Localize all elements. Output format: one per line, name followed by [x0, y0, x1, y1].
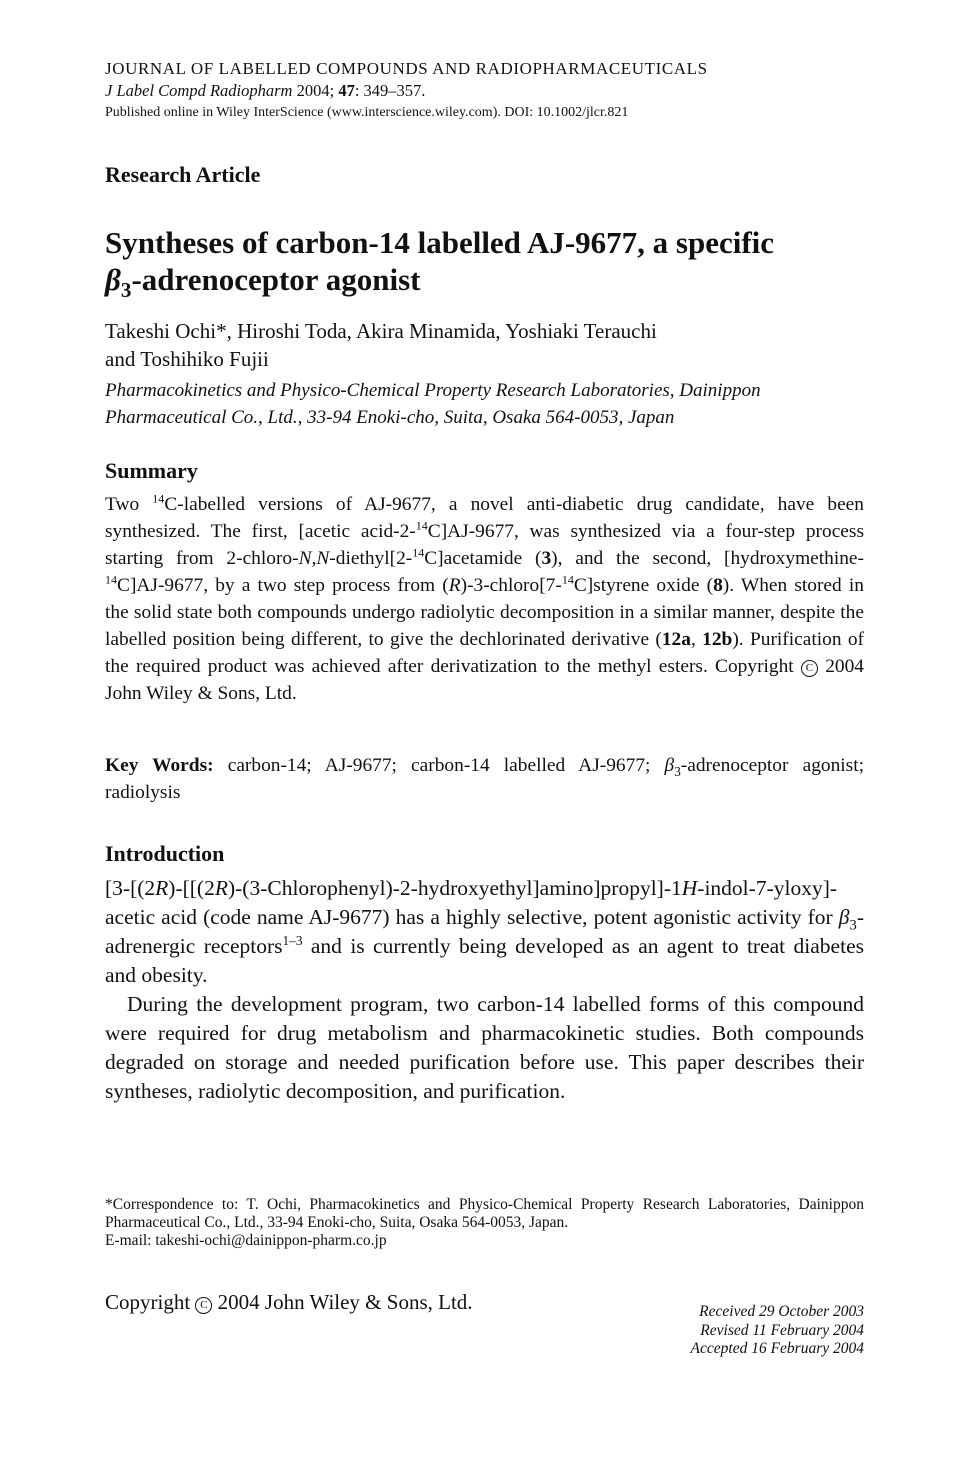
footer-copyright-text: Copyright: [105, 1290, 196, 1314]
summary-segment: )-3-chloro[7-: [460, 575, 562, 596]
intro-italic-r: R: [214, 876, 228, 900]
intro-beta-subscript: 3: [849, 917, 857, 934]
intro-segment: [3-[(2: [105, 876, 156, 900]
footnote-email: E-mail: takeshi-ochi@dainippon-pharm.co.jp: [105, 1232, 387, 1249]
summary-segment: C]acetamide (: [424, 548, 542, 569]
summary-italic-nn: N,N: [298, 548, 330, 569]
keywords-segment: -adrenoceptor agonist; radiolysis: [105, 755, 864, 803]
journal-pages: : 349–357.: [354, 81, 426, 100]
summary-segment: C-labelled versions of AJ-9677, a novel anti-diabetic drug candidate, have been synthesized. The first, [acetic acid-2-: [105, 494, 864, 542]
compound-ref-12a: 12a: [661, 629, 691, 650]
title-beta: β: [105, 262, 121, 297]
copyright-symbol-icon: C: [195, 1297, 212, 1314]
author-affiliation: [105, 377, 864, 431]
introduction-paragraph-1: [105, 874, 864, 990]
intro-italic-h: H: [681, 876, 698, 900]
received-date: Received 29 October 2003: [699, 1303, 864, 1320]
correspondence-footnote: [105, 1196, 864, 1250]
title-line-2: [105, 261, 864, 303]
keywords-beta: β: [664, 755, 675, 776]
summary-segment: ), and the second, [hydroxymethine-: [551, 548, 864, 569]
compound-ref-8: 8: [713, 575, 723, 596]
journal-abbrev: J Label Compd Radiopharm: [105, 81, 293, 100]
summary-segment: Two: [105, 494, 153, 515]
summary-segment: ). Purification of the required product was achieved after derivatization to the methyl esters. Copyright: [105, 629, 864, 677]
isotope-superscript: 14: [152, 491, 165, 506]
summary-segment: C]styrene oxide (: [573, 575, 714, 596]
title-line-2-rest: -adrenoceptor agonist: [131, 262, 421, 297]
intro-segment: )-[[(2: [168, 876, 215, 900]
article-title: [105, 224, 864, 303]
summary-segment: C]AJ-9677, was synthesized via a four-step process starting from 2-chloro-: [105, 521, 864, 569]
footer-copyright: [105, 1290, 473, 1315]
summary-heading: Summary: [105, 458, 198, 483]
keywords: [105, 752, 864, 806]
isotope-superscript: 14: [105, 572, 118, 587]
summary-segment: C]AJ-9677, by a two step process from (: [117, 575, 449, 596]
intro-segment: -adrenergic receptors: [105, 905, 864, 958]
affiliation-line-2: Pharmaceutical Co., Ltd., 33-94 Enoki-cho, Suita, Osaka 564-0053, Japan: [105, 407, 675, 428]
footer-copyright-text: 2004 John Wiley & Sons, Ltd.: [212, 1290, 473, 1314]
intro-segment: and is currently being developed as an agent to treat diabetes and obesity.: [105, 934, 864, 987]
copyright-symbol-icon: C: [801, 660, 818, 677]
introduction-body: [105, 874, 864, 1106]
footnote-text: *Correspondence to: T. Ochi, Pharmacokinetics and Physico-Chemical Property Research Laboratories, Dainippon Pharmaceutical Co., Ltd., 33-94 Enoki-cho, Suita, Osaka 564-0053, Japan.: [105, 1196, 864, 1231]
accepted-date: Accepted 16 February 2004: [690, 1340, 864, 1357]
intro-segment: -indol-7-yloxy]-acetic acid (code name AJ-9677) has a highly selective, potent agonistic activity for: [105, 876, 839, 929]
article-history: [691, 1303, 864, 1359]
summary-italic-r: R: [448, 575, 461, 596]
isotope-superscript: 14: [415, 518, 428, 533]
intro-beta: β: [838, 905, 850, 929]
summary-segment: ). When stored in the solid state both compounds undergo radiolytic decomposition in a similar manner, despite the labelled position being different, to give the dechlorinated derivative (: [105, 575, 864, 650]
published-online-note: Published online in Wiley InterScience (www.interscience.wiley.com). DOI: 10.1002/jlcr.821: [105, 105, 629, 120]
journal-header: [105, 58, 864, 123]
journal-name: JOURNAL OF LABELLED COMPOUNDS AND RADIOPHARMACEUTICALS: [105, 59, 708, 78]
revised-date: Revised 11 February 2004: [700, 1321, 864, 1339]
isotope-superscript: 14: [412, 545, 425, 560]
title-line-1: Syntheses of carbon-14 labelled AJ-9677, a specific: [105, 225, 775, 260]
article-type: Research Article: [105, 162, 261, 187]
authors-line-2: and Toshihiko Fujii: [105, 347, 269, 371]
author-list: [105, 317, 657, 373]
introduction-heading: Introduction: [105, 841, 225, 866]
summary-segment: -diethyl[2-: [329, 548, 413, 569]
affiliation-line-1: Pharmacokinetics and Physico-Chemical Property Research Laboratories, Dainippon: [105, 380, 761, 401]
article-page: [105, 58, 864, 1357]
compound-ref-3: 3: [541, 548, 552, 569]
summary-segment: ,: [690, 629, 703, 650]
compound-ref-12b: 12b: [702, 629, 733, 650]
journal-citation: [105, 80, 864, 102]
keywords-beta-subscript: 3: [674, 763, 681, 779]
intro-italic-r: R: [155, 876, 169, 900]
authors-line-1: Takeshi Ochi*, Hiroshi Toda, Akira Minamida, Yoshiaki Terauchi: [105, 319, 657, 343]
title-beta-subscript: 3: [120, 278, 132, 303]
keywords-label: Key Words:: [105, 755, 214, 776]
isotope-superscript: 14: [561, 572, 574, 587]
summary-segment: 2004 John Wiley & Sons, Ltd.: [105, 656, 864, 704]
journal-volume: 47: [338, 81, 355, 100]
introduction-paragraph-2: During the development program, two carbon-14 labelled forms of this compound were required for drug metabolism and pharmacokinetic studies. Both compounds degraded on storage and needed purification before use. This paper describes their syntheses, radiolytic decomposition, and purification.: [105, 992, 864, 1103]
journal-year: 2004;: [296, 81, 335, 100]
keywords-segment: carbon-14; AJ-9677; carbon-14 labelled AJ-9677;: [213, 755, 665, 776]
intro-segment: )-(3-Chlorophenyl)-2-hydroxyethyl]amino]propyl]-1: [227, 876, 682, 900]
reference-superscript: 1–3: [282, 932, 303, 948]
summary-text: [105, 491, 864, 707]
